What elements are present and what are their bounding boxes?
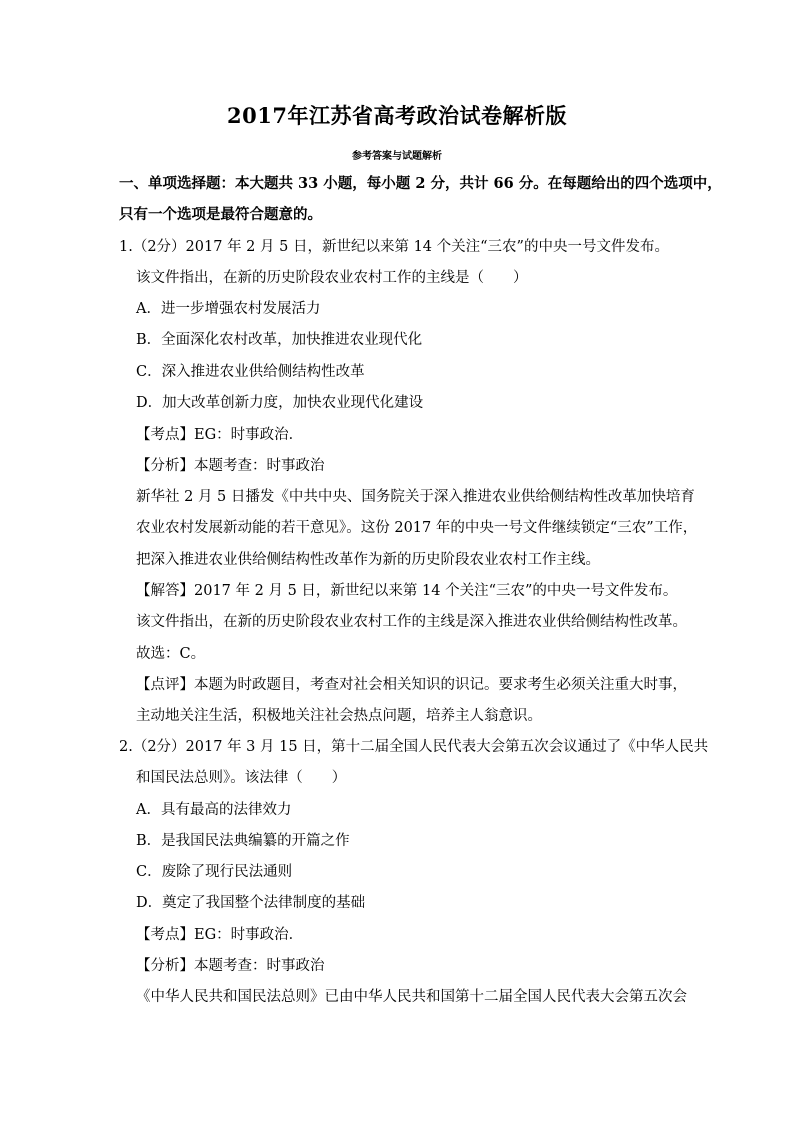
question-1-dianping: 主动地关注生活，积极地关注社会热点问题，培养主人翁意识。 — [136, 708, 542, 724]
question-1-option-d: D．加大改革创新力度，加快农业现代化建设 — [136, 395, 424, 411]
question-2-fenxi-body: 《中华人民共和国民法总则》已由中华人民共和国第十二届全国人民代表大会第五次会 — [136, 989, 687, 1005]
question-2-option-c: C．废除了现行民法通则 — [136, 864, 293, 880]
question-1-dianping: 【点评】本题为时政题目，考查对社会相关知识的识记。要求考生必须关注重大时事， — [136, 677, 687, 693]
question-1-fenxi-body: 农业农村发展新动能的若干意见》。这份 2017 年的中央一号文件继续锁定“三农”工作， — [136, 520, 698, 536]
page-title: 2017年江苏省高考政治试卷解析版 — [227, 103, 567, 128]
question-1-jieda: 【解答】2017 年 2 月 5 日，新世纪以来第 14 个关注“三农”的中央一号文件发布。 — [136, 583, 678, 599]
section-heading-line: 只有一个选项是最符合题意的。 — [119, 206, 322, 223]
question-1-answer: 故选：C。 — [136, 646, 206, 662]
question-1-option-a: A．进一步增强农村发展活力 — [136, 301, 321, 317]
question-2-fenxi: 【分析】本题考查：时事政治 — [136, 958, 325, 974]
question-1-fenxi-body: 新华社 2 月 5 日播发《中共中央、国务院关于深入推进农业供给侧结构性改革加快培育 — [136, 489, 695, 505]
question-1-kaodian: 【考点】EG：时事政治． — [136, 427, 304, 443]
question-1-stem: 1.（2分）2017 年 2 月 5 日，新世纪以来第 14 个关注“三农”的中央一号文件发布。 — [119, 239, 669, 255]
page-subtitle: 参考答案与试题解析 — [352, 151, 442, 162]
question-1-fenxi-body: 把深入推进农业供给侧结构性改革作为新的历史阶段农业农村工作主线。 — [136, 552, 600, 568]
question-2-option-b: B．是我国民法典编纂的开篇之作 — [136, 833, 350, 849]
question-2-kaodian: 【考点】EG：时事政治． — [136, 927, 304, 943]
question-2-stem: 和国民法总则》。该法律（ ） — [136, 770, 347, 786]
question-1-option-b: B．全面深化农村改革，加快推进农业现代化 — [136, 332, 423, 348]
question-2-stem: 2.（2分）2017 年 3 月 15 日，第十二届全国人民代表大会第五次会议通过了《中华人民共 — [119, 739, 709, 755]
question-1-stem: 该文件指出，在新的历史阶段农业农村工作的主线是（ ） — [136, 270, 528, 286]
question-2-option-d: D．奠定了我国整个法律制度的基础 — [136, 895, 366, 911]
section-heading-line: 一、单项选择题：本大题共 33 小题，每小题 2 分，共计 66 分。在每题给出的四个选项中， — [119, 175, 722, 192]
question-1-option-c: C．深入推进农业供给侧结构性改革 — [136, 364, 365, 380]
question-1-jieda: 该文件指出，在新的历史阶段农业农村工作的主线是深入推进农业供给侧结构性改革。 — [136, 614, 687, 630]
question-1-fenxi: 【分析】本题考查：时事政治 — [136, 458, 325, 474]
question-2-option-a: A．具有最高的法律效力 — [136, 802, 292, 818]
